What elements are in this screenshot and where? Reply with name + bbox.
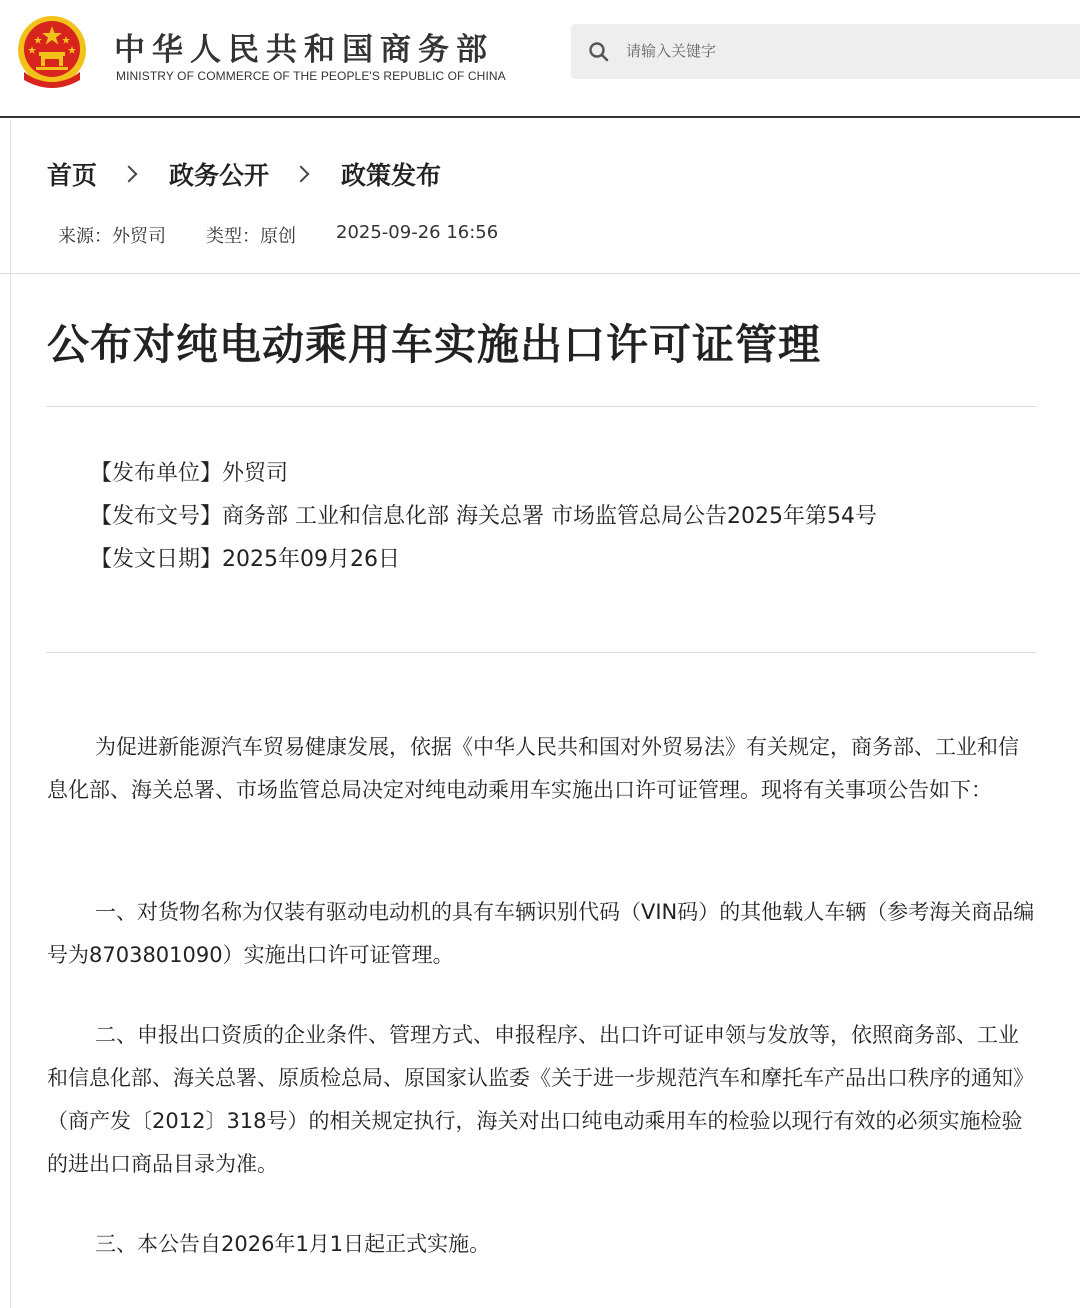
article-source: 来源：外贸司 (58, 226, 166, 247)
chevron-right-icon (121, 166, 138, 183)
article-meta (58, 222, 498, 248)
article-paragraph: 二、申报出口资质的企业条件、管理方式、申报程序、出口许可证申领与发放等，依照商务部、工业和信息化部、海关总署、原质检总局、原国家认监委《关于进一步规范汽车和摩托车产品出口秩序的通知》（商产发〔2012〕318号）的相关规定执行，海关对出口纯电动乘用车的检验以现行有效的必须实施检验的进出口商品目录为准。 (47, 1023, 1034, 1176)
site-header (0, 0, 1080, 118)
article-datetime: 2025-09-26 16:56 (336, 222, 499, 243)
article-paragraph: 为促进新能源汽车贸易健康发展，依据《中华人民共和国对外贸易法》有关规定，商务部、工业和信息化部、海关总署、市场监管总局决定对纯电动乘用车实施出口许可证管理。现将有关事项公告如下： (47, 735, 1019, 802)
site-title-en: MINISTRY OF COMMERCE OF THE PEOPLE'S REPUBLIC OF CHINA (116, 69, 506, 83)
divider (0, 273, 1080, 274)
article-info (90, 452, 877, 581)
chevron-right-icon (293, 166, 310, 183)
left-divider (10, 120, 11, 1308)
info-doc-number: 【发布文号】商务部 工业和信息化部 海关总署 市场监管总局公告2025年第54号 (90, 504, 877, 529)
info-publisher: 【发布单位】外贸司 (90, 461, 289, 486)
info-date: 【发文日期】2025年09月26日 (90, 547, 400, 572)
article-paragraph: 三、本公告自2026年1月1日起正式实施。 (95, 1232, 491, 1256)
site-title-cn[interactable]: 中华人民共和国商务部 (114, 32, 494, 68)
breadcrumb (47, 154, 441, 194)
article-type: 类型：原创 (206, 226, 296, 247)
article-paragraph: 一、对货物名称为仅装有驱动电动机的具有车辆识别代码（VIN码）的其他载人车辆（参考海关商品编号为8703801090）实施出口许可证管理。 (47, 900, 1035, 967)
search-input[interactable] (626, 34, 1066, 68)
search-icon[interactable] (588, 41, 610, 63)
breadcrumb-home-link[interactable]: 首页 (47, 161, 98, 190)
article-title: 公布对纯电动乘用车实施出口许可证管理 (47, 320, 822, 369)
breadcrumb-government-affairs-link[interactable]: 政务公开 (169, 161, 270, 190)
divider (46, 406, 1036, 407)
national-emblem-icon[interactable] (14, 12, 90, 92)
breadcrumb-policy-release-link[interactable]: 政策发布 (341, 161, 442, 190)
divider (46, 652, 1036, 653)
